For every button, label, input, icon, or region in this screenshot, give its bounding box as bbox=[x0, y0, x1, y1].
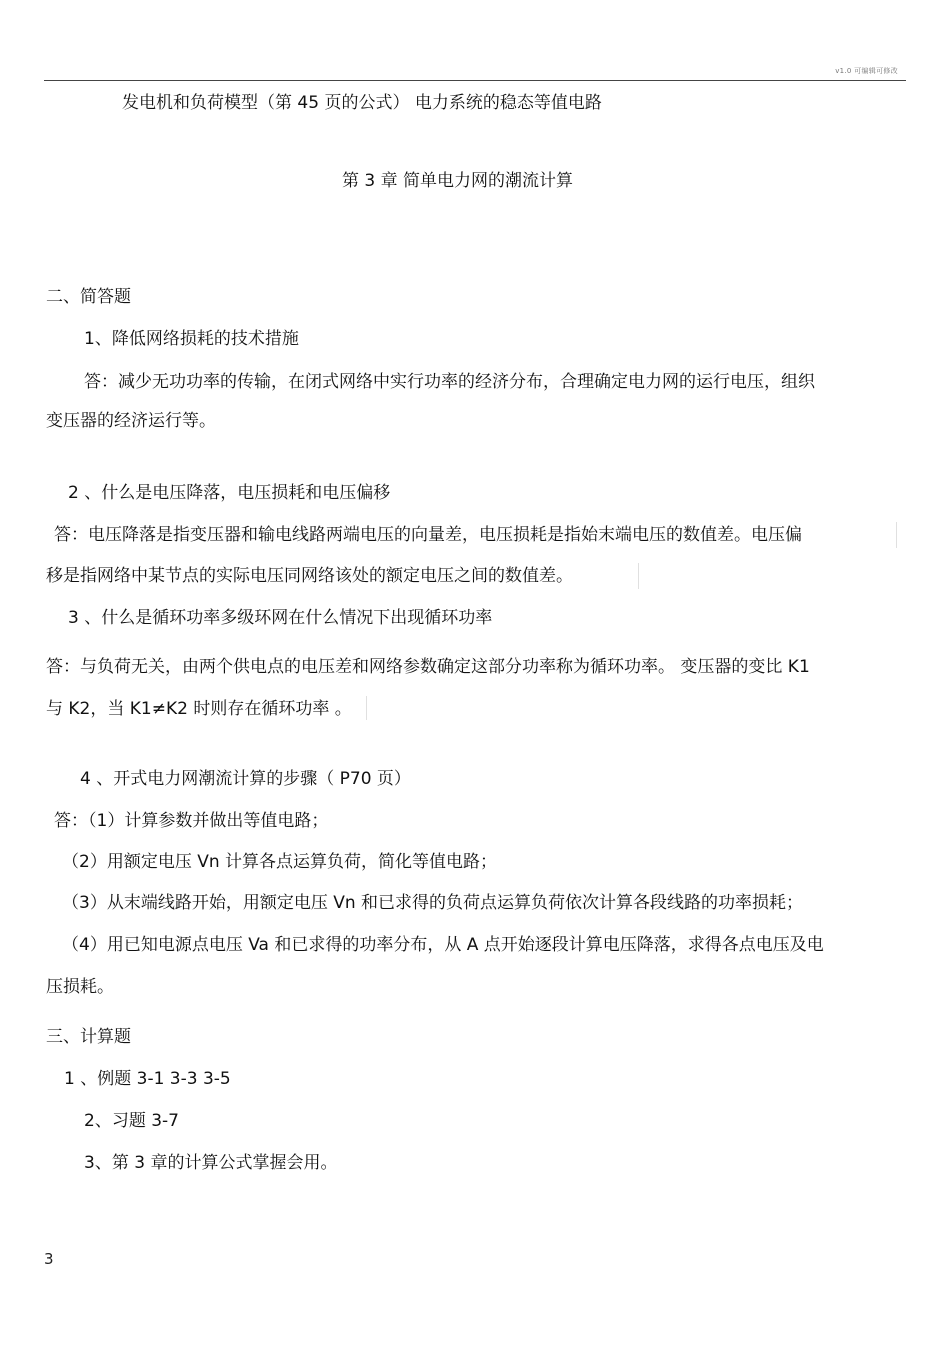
answer-1-line-2: 变压器的经济运行等。 bbox=[46, 411, 216, 431]
section-heading-short-answer: 二、简答题 bbox=[46, 287, 131, 307]
answer-3-line-2-edge bbox=[350, 696, 367, 720]
answer-4-step-4-line-2: 压损耗。 bbox=[46, 977, 114, 997]
calculation-item-3: 3、第 3 章的计算公式掌握会用。 bbox=[84, 1153, 338, 1173]
page-number: 3 bbox=[44, 1250, 54, 1268]
answer-2-line-1: 答：电压降落是指变压器和输电线路两端电压的向量差，电压损耗是指始末端电压的数值差。电压偏 bbox=[54, 525, 802, 545]
answer-4-step-2: （2）用额定电压 Vn 计算各点运算负荷，简化等值电路； bbox=[62, 852, 498, 872]
question-3: 3 、什么是循环功率多级环网在什么情况下出现循环功率 bbox=[68, 608, 493, 628]
question-4: 4 、开式电力网潮流计算的步骤（ P70 页） bbox=[80, 769, 411, 789]
answer-4-step-3: （3）从末端线路开始，用额定电压 Vn 和已求得的负荷点运算负荷依次计算各段线路的功率损耗； bbox=[62, 893, 804, 913]
answer-2-line-2: 移是指网络中某节点的实际电压同网络该处的额定电压之间的数值差。 bbox=[46, 566, 573, 586]
answer-4-step-4-line-1: （4）用已知电源点电压 Va 和已求得的功率分布，从 A 点开始逐段计算电压降落，求得各点电压及电 bbox=[62, 935, 824, 955]
calculation-item-2: 2、习题 3-7 bbox=[84, 1111, 179, 1131]
section-heading-calculation: 三、计算题 bbox=[46, 1027, 131, 1047]
answer-3-line-2: 与 K2，当 K1≠K2 时则存在循环功率 。 bbox=[46, 699, 352, 719]
answer-2-line-2-edge bbox=[622, 563, 639, 589]
answer-4-step-1: 答：（1）计算参数并做出等值电路； bbox=[54, 811, 329, 831]
answer-3-line-1: 答：与负荷无关，由两个供电点的电压差和网络参数确定这部分功率称为循环功率。 变压器的变比 K1 bbox=[46, 657, 810, 677]
answer-2-box-edge bbox=[880, 522, 897, 548]
chapter-title: 第 3 章 简单电力网的潮流计算 bbox=[342, 171, 574, 191]
intro-line: 发电机和负荷模型（第 45 页的公式） 电力系统的稳态等值电路 bbox=[122, 93, 602, 113]
header-version: v1.0 可编辑可修改 bbox=[835, 67, 898, 75]
answer-1-line-1: 答：减少无功功率的传输，在闭式网络中实行功率的经济分布，合理确定电力网的运行电压，组织 bbox=[84, 372, 815, 392]
calculation-item-1: 1 、例题 3-1 3-3 3-5 bbox=[64, 1069, 231, 1089]
header-rule bbox=[44, 80, 906, 81]
question-1: 1、降低网络损耗的技术措施 bbox=[84, 329, 299, 349]
question-2: 2 、什么是电压降落，电压损耗和电压偏移 bbox=[68, 483, 391, 503]
